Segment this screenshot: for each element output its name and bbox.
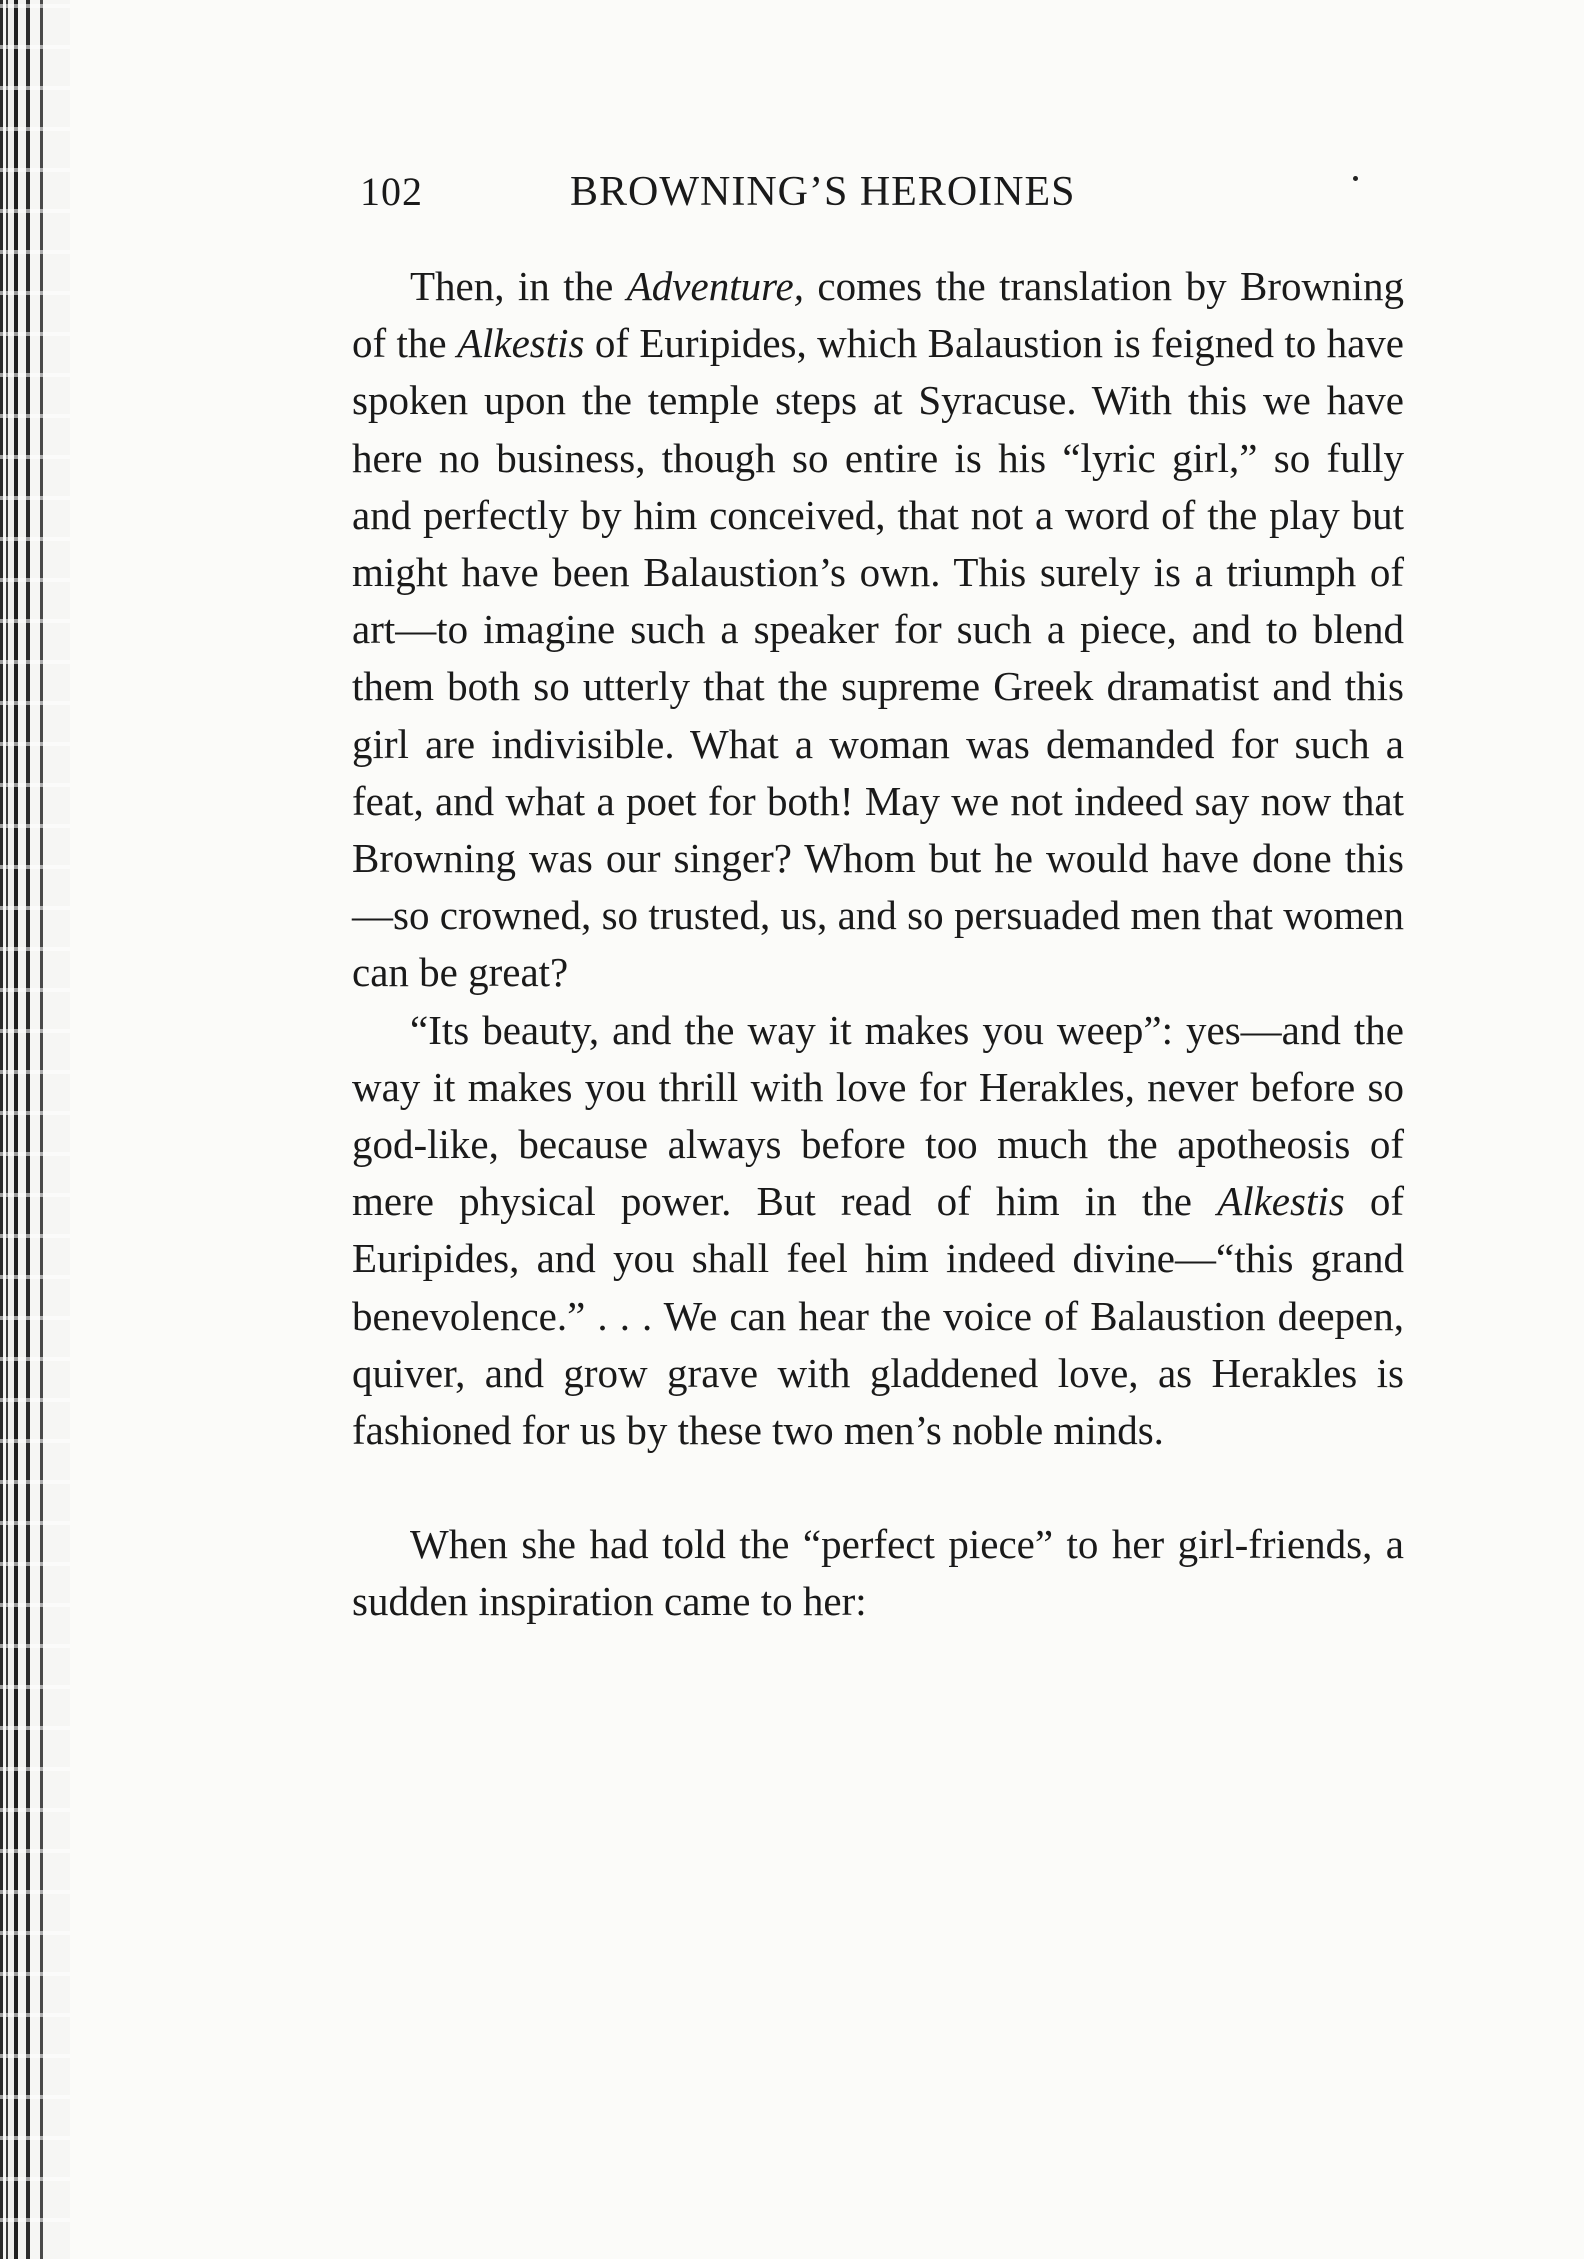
paragraph-1-italic-alkestis: Alkestis — [456, 320, 585, 367]
paragraph-2-italic-alkestis: Alkestis — [1217, 1178, 1345, 1225]
paragraph-1-text-b: comes the translation by Browning of the — [352, 263, 1404, 367]
body-text — [352, 258, 1404, 1631]
page-number: 102 — [360, 169, 423, 214]
paragraph-1-text-c: of Euripides, which Balaustion is feigned to have spoken upon the temple steps at Syracuse. With this we have here no business, though so entire is his “lyric girl,” so fully and perfectly by him conceived, that not a word of the play but might have been Balaustion’s own. This surely is a triumph of art—to imagine such a speaker for such a piece, and to blend them both so utterly that the supreme Greek dramatist and this girl are indivisible. What a woman was demanded for such a feat, and what a poet for both! May we not indeed say now that Browning was our singer? Whom but he would have done this—so crowned, so trusted, us, and so persuaded men that women can be great? — [352, 320, 1404, 996]
paragraph-3-text: When she had told the “perfect piece” to her girl-friends, a sudden inspiration came to her: — [352, 1521, 1404, 1625]
paragraph-1-italic-adventure: Adventure, — [626, 263, 804, 309]
page-header — [360, 168, 1400, 228]
ink-speck — [1353, 176, 1358, 181]
paragraph-1-text-a: Then, in the — [410, 263, 627, 309]
running-title: BROWNING’S HEROINES — [570, 169, 1076, 215]
binding-gutter-texture — [0, 0, 70, 2259]
paragraph-1 — [352, 258, 1404, 1002]
paragraph-3 — [352, 1516, 1404, 1630]
paragraph-2-text-b: of Euripides, and you shall feel him indeed divine—“this grand benevolence.” . . . We can hear the voice of Balaustion deepen, quiver, and grow grave with gladdened love, as Herakles is fashioned for us by these two men’s noble minds. — [352, 1178, 1404, 1454]
paragraph-2-text-a: “Its beauty, and the way it makes you weep”: yes—and the way it makes you thrill with love for Herakles, never before so god-like, because always before too much the apotheosis of mere physical power. But read of him in the — [352, 1006, 1404, 1225]
paragraph-2 — [352, 1002, 1404, 1460]
